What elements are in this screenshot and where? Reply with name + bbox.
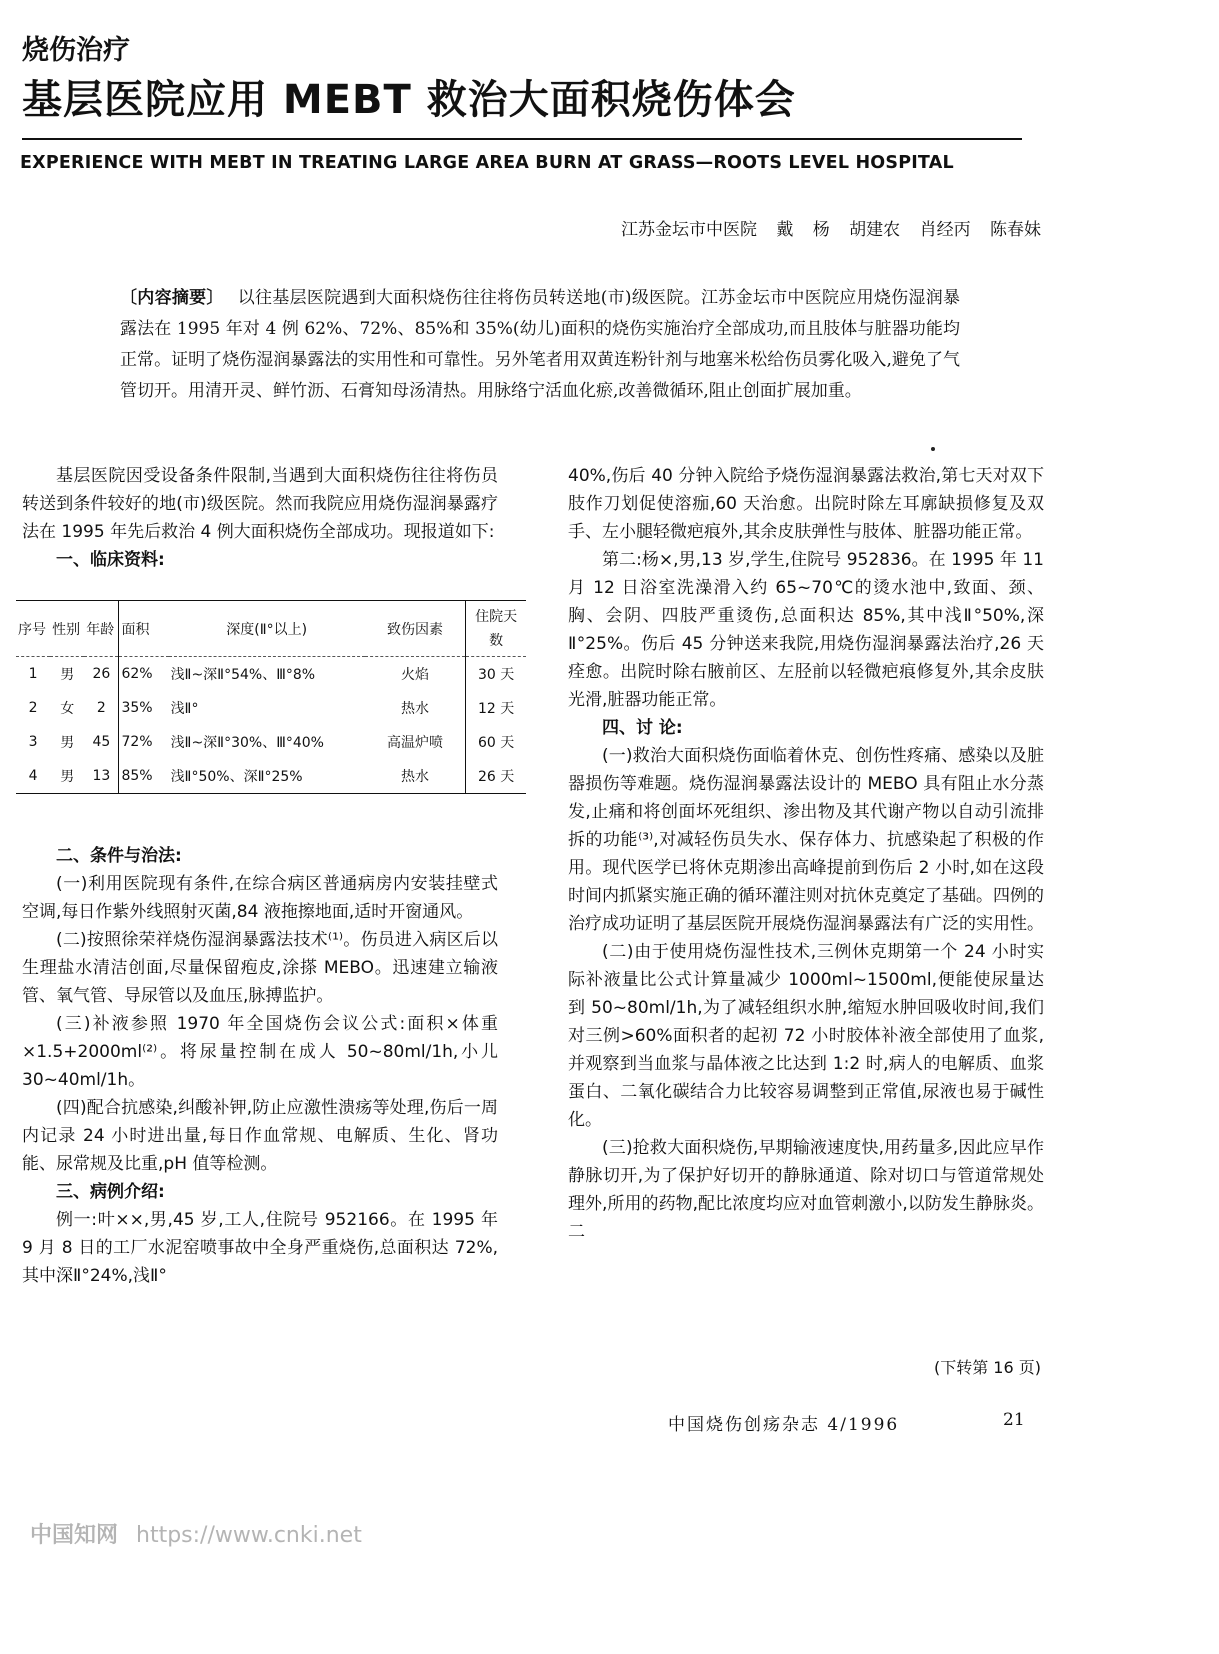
table-row <box>16 691 526 725</box>
cnki-logo: 中国知网 <box>30 1523 119 1548</box>
table-cell: 2 <box>84 691 119 725</box>
table-cell: 62% <box>121 666 153 682</box>
table-header-cell: 年龄 <box>84 601 119 657</box>
table-cell: 高温炉喷 <box>365 725 466 759</box>
table-header-cell: 序号 <box>16 601 50 657</box>
table-cell: 浅Ⅱ° <box>170 701 199 717</box>
clinical-data-table <box>16 600 526 794</box>
case-one-continued: 40%,伤后 40 分钟入院给予烧伤湿润暴露法救治,第七天对双下肢作刀划促使溶痂,60 天治愈。出院时除左耳廓缺损修复及双手、左小腿轻微疤痕外,其余皮肤弹性与肢体、脏器功能正常。 <box>568 466 1044 542</box>
table-cell: 男 <box>60 667 75 683</box>
table-cell: 85% <box>119 759 169 794</box>
abstract-label: 〔内容摘要〕 <box>120 288 224 308</box>
treatment-paragraph-3: (三)补液参照 1970 年全国烧伤会议公式:面积×体重×1.5+2000ml⁽²⁾。将尿量控制在成人 50~80ml/1h,小儿 30~40ml/1h。 <box>22 1014 498 1090</box>
case-one-paragraph: 例一:叶××,男,45 岁,工人,住院号 952166。在 1995 年 9 月 8 日的工厂水泥窑喷事故中全身严重烧伤,总面积达 72%,其中深Ⅱ°24%,浅Ⅱ° <box>22 1210 498 1286</box>
cnki-url: https://www.cnki.net <box>136 1523 362 1548</box>
table-cell: 13 <box>84 759 119 794</box>
title-rule <box>22 138 1022 140</box>
heading-discussion: 四、讨 论: <box>602 718 683 738</box>
table-row <box>16 657 526 692</box>
cnki-watermark <box>30 1518 362 1549</box>
table-header-cell <box>466 601 526 657</box>
stray-dot <box>931 447 935 451</box>
table-cell: 26 天 <box>466 759 526 794</box>
table-cell: 35% <box>121 700 153 716</box>
discussion-paragraph-3: (三)抢救大面积烧伤,早期输液速度快,用药量多,因此应早作静脉切开,为了保护好切开的静脉通道、除对切口与管道常规处理外,所用的药物,配比浓度均应对血管刺激小,以防发生静脉炎。二 <box>568 1138 1044 1242</box>
abstract-text: 以往基层医院遇到大面积烧伤往往将伤员转送地(市)级医院。江苏金坛市中医院应用烧伤湿润暴露法在 1995 年对 4 例 62%、72%、85%和 35%(幼儿)面积的烧伤实施治疗全部成功,而且肢体与脏器功能均正常。证明了烧伤湿润暴露法的实用性和可靠性。另外笔者用双黄连粉针剂与地塞米松给伤员雾化吸入,避免了气管切开。用清开灵、鲜竹沥、石膏知母汤清热。用脉络宁活血化瘀,改善微循环,阻止创面扩展加重。 <box>120 288 960 401</box>
table-cell: 45 <box>84 725 119 759</box>
article-title: 基层医院应用 MEBT 救治大面积烧伤体会 <box>22 77 796 123</box>
table-cell: 60 天 <box>477 735 515 751</box>
continued-note: (下转第 16 页) <box>933 1358 1041 1377</box>
table-cell: 浅Ⅱ~深Ⅱ°54%、Ⅲ°8% <box>170 667 316 683</box>
heading-case-reports: 三、病例介绍: <box>56 1182 165 1202</box>
table-header-row <box>16 601 526 657</box>
author-line: 江苏金坛市中医院 戴 杨 胡建农 肖经丙 陈春妹 <box>620 220 1041 240</box>
heading-conditions-treatment: 二、条件与治法: <box>56 846 182 866</box>
section-tag: 烧伤治疗 <box>22 35 130 66</box>
table-cell: 1 <box>28 666 38 682</box>
left-column-bottom <box>22 842 498 1290</box>
table-cell: 男 <box>60 735 75 751</box>
table-cell: 热水 <box>365 759 466 794</box>
table-cell: 女 <box>60 701 75 717</box>
table-header-cell: 深度(Ⅱ°以上) <box>169 601 365 657</box>
table-cell: 热水 <box>365 691 466 725</box>
table-header-cell: 致伤因素 <box>365 601 466 657</box>
table-cell: 火焰 <box>365 657 466 692</box>
table-row <box>16 759 526 794</box>
left-column-top <box>22 462 498 574</box>
intro-paragraph: 基层医院因受设备条件限制,当遇到大面积烧伤往往将伤员转送到条件较好的地(市)级医院。然而我院应用烧伤湿润暴露疗法在 1995 年先后救治 4 例大面积烧伤全部成功。现报道如下: <box>22 466 498 542</box>
english-title: EXPERIENCE WITH MEBT IN TREATING LARGE AREA BURN AT GRASS—ROOTS LEVEL HOSPITAL <box>20 153 954 173</box>
discussion-paragraph-2: (二)由于使用烧伤湿性技术,三例休克期第一个 24 小时实际补液量比公式计算量减少 1000ml~1500ml,便能使尿量达到 50~80ml/1h,为了减轻组织水肿,缩短水肿回吸收时间,我们对三例>60%面积者的起初 72 小时胶体补液全部使用了血浆,并观察到当血浆与晶体液之比达到 1:2 时,病人的电解质、血浆蛋白、二氧化碳结合力比较容易调整到正常值,尿液也易于碱性化。 <box>568 942 1044 1130</box>
table-cell: 3 <box>28 734 38 750</box>
table-header-days: 住院天数 <box>475 608 518 649</box>
case-two-paragraph: 第二:杨×,男,13 岁,学生,住院号 952836。在 1995 年 11 月 12 日浴室洗澡滑入约 65~70℃的烫水池中,致面、颈、胸、会阴、四肢严重烫伤,总面积达 85%,其中浅Ⅱ°50%,深Ⅱ°25%。伤后 45 分钟送来我院,用烧伤湿润暴露法治疗,26 天痊愈。出院时除右腋前区、左胫前以轻微疤痕修复外,其余皮肤光滑,脏器功能正常。 <box>568 550 1044 710</box>
treatment-paragraph-1: (一)利用医院现有条件,在综合病区普通病房内安装挂壁式空调,每日作紫外线照射灭菌,84 液拖擦地面,适时开窗通风。 <box>22 874 498 922</box>
table-cell: 男 <box>50 759 84 794</box>
table-row <box>16 725 526 759</box>
table-header-cell: 面积 <box>119 601 169 657</box>
treatment-paragraph-4: (四)配合抗感染,纠酸补钾,防止应激性溃疡等处理,伤后一周内记录 24 小时进出量,每日作血常规、电解质、生化、肾功能、尿常规及比重,pH 值等检测。 <box>22 1098 498 1174</box>
table-cell: 26 <box>84 657 119 692</box>
table-cell: 12 天 <box>477 701 515 717</box>
page-number: 21 <box>1003 1410 1025 1430</box>
table-header-cell: 性别 <box>50 601 84 657</box>
table-cell: 浅Ⅱ~深Ⅱ°30%、Ⅲ°40% <box>170 735 324 751</box>
discussion-paragraph-1: (一)救治大面积烧伤面临着休克、创伤性疼痛、感染以及脏器损伤等难题。烧伤湿润暴露法设计的 MEBO 具有阻止水分蒸发,止痛和将创面坏死组织、渗出物及其代谢产物以自动引流排拆的功能⁽³⁾,对减轻伤员失水、保存体力、抗感染起了积极的作用。现代医学已将休克期渗出高峰提前到伤后 2 小时,如在这段时间内抓紧实施正确的循环灌注则对抗休克奠定了基础。四例的治疗成功证明了基层医院开展烧伤湿润暴露法有广泛的实用性。 <box>568 746 1044 934</box>
journal-footer: 中国烧伤创疡杂志 4/1996 <box>668 1415 900 1435</box>
table-cell: 浅Ⅱ°50%、深Ⅱ°25% <box>169 759 365 794</box>
abstract <box>120 283 960 407</box>
table-cell: 30 天 <box>477 667 515 683</box>
right-column <box>568 462 1044 1246</box>
treatment-paragraph-2: (二)按照徐荣祥烧伤湿润暴露法技术⁽¹⁾。伤员进入病区后以生理盐水清洁创面,尽量保留疱皮,涂搽 MEBO。迅速建立输液管、氧气管、导尿管以及血压,脉搏监护。 <box>22 930 498 1006</box>
heading-clinical-data: 一、临床资料: <box>56 550 165 570</box>
table-cell: 4 <box>16 759 50 794</box>
table-cell: 2 <box>28 700 38 716</box>
table-cell: 72% <box>121 734 153 750</box>
